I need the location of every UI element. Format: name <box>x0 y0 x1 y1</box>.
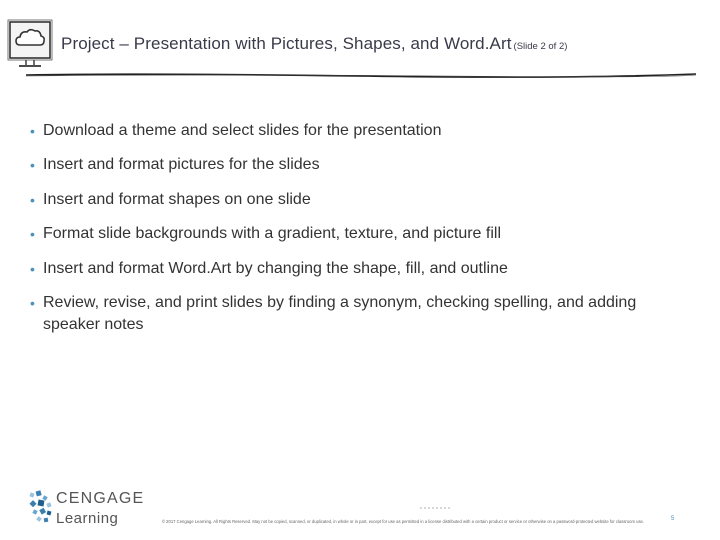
list-item: • Review, revise, and print slides by finding a synonym, checking spelling, and adding speaker notes <box>30 293 637 333</box>
logo-wordmark: CENGAGE <box>56 490 145 507</box>
copyright-notice: © 2017 Cengage Learning. All Rights Reserved. May not be copied, scanned, or duplicated, in whole or in part, except for use as permitted in a license distributed with a certain product or service or otherwise on a password-protected website for classroom use. <box>161 519 645 524</box>
bullet-icon: • <box>30 157 35 174</box>
bullet-icon: • <box>30 260 35 277</box>
page-number: 5 <box>671 516 675 522</box>
bullet-list <box>30 120 690 348</box>
list-item: • Insert and format Word.Art by changing the shape, fill, and outline <box>30 258 690 280</box>
slide-title <box>61 34 567 54</box>
bullet-icon: • <box>30 294 35 311</box>
title-text: Project – Presentation with Pictures, Shapes, and Word.Art <box>61 34 512 53</box>
list-item: • Insert and format shapes on one slide <box>30 189 690 211</box>
bullet-icon: • <box>30 191 35 208</box>
monitor-cloud-icon <box>6 18 56 70</box>
list-item: • Insert and format pictures for the slides <box>30 154 690 176</box>
footer-divider <box>420 506 450 510</box>
list-item: • Format slide backgrounds with a gradient, texture, and picture fill <box>30 223 690 245</box>
title-slide-counter: (Slide 2 of 2) <box>513 41 568 52</box>
bullet-icon: • <box>30 226 35 243</box>
bullet-icon: • <box>30 123 35 139</box>
title-underline <box>26 70 696 80</box>
logo-subword: Learning <box>56 510 119 527</box>
list-item: • Download a theme and select slides for the presentation <box>30 120 690 142</box>
